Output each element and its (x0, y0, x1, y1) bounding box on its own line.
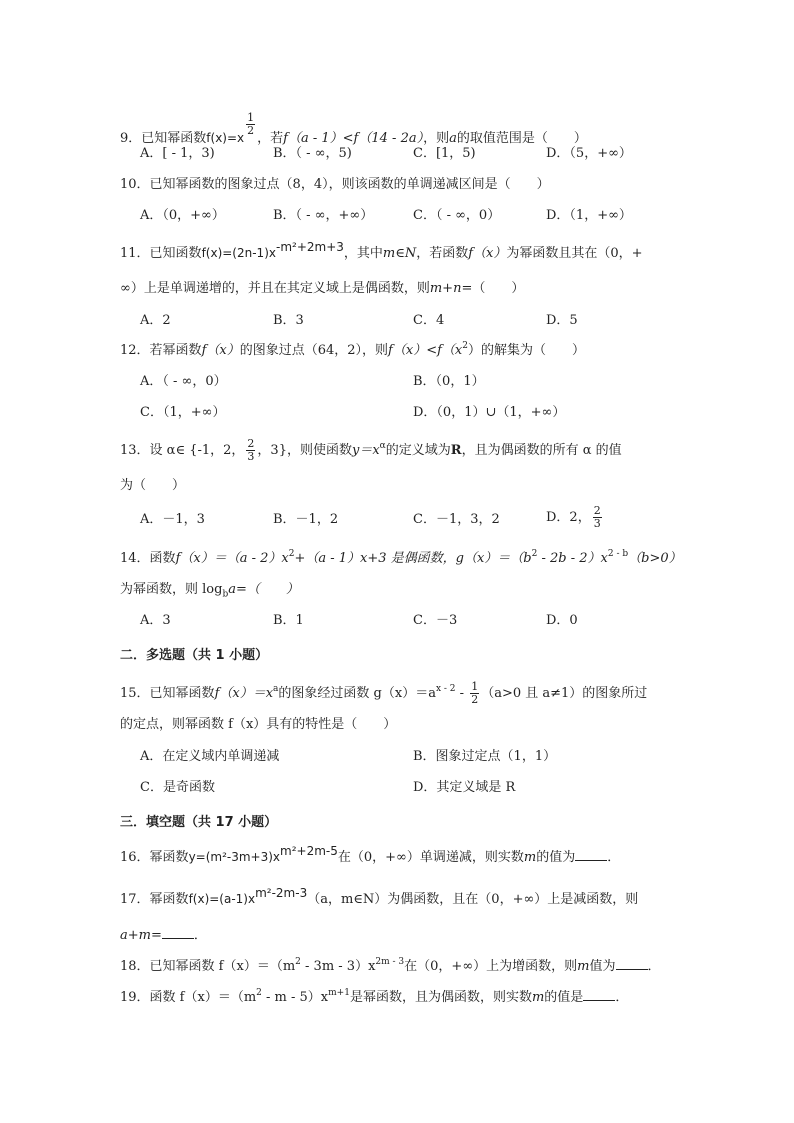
option-d-label: D．2， (546, 510, 591, 525)
question-text: 的图象经过函数 g（x）＝a (278, 686, 436, 701)
question-text: 值为 (589, 959, 616, 974)
formula: f(x)=(2n-1)x (201, 246, 276, 260)
question-18 (120, 957, 661, 976)
inequality: f（a - 1）<f（14 - 2a） (283, 131, 424, 146)
exponent: -m²+2m+3 (275, 240, 344, 254)
answer-blank[interactable] (575, 848, 607, 861)
section-heading: 三．填空题（共 17 小题） (120, 815, 278, 830)
question-number: 18． (120, 959, 150, 974)
exponent: m²+2m-5 (280, 844, 338, 858)
denominator: 3 (247, 450, 255, 463)
question-text: a=（ ） (228, 582, 299, 597)
option-b: B．－1，2 (273, 512, 339, 527)
denominator: 2 (247, 124, 255, 137)
function: f（x） (201, 343, 240, 358)
formula: y＝x (351, 443, 380, 458)
question-text: 幂函数 (149, 850, 189, 865)
exponent: 2 (295, 957, 301, 967)
option-c: C．（ - ∞，0） (413, 208, 501, 223)
answer-blank[interactable] (162, 926, 194, 939)
formula: f（x）＝x (214, 686, 274, 701)
question-text: - (455, 686, 469, 701)
option-b: B．（0，1） (413, 374, 485, 389)
formula: f(x)=(a-1)x (188, 892, 256, 906)
variable: m (577, 959, 590, 974)
answer-blank[interactable] (583, 988, 615, 1001)
formula: f(x)=x (206, 131, 245, 145)
question-11-line2 (120, 280, 524, 298)
option-c: C．（1，+∞） (140, 405, 226, 420)
question-text: 已知函数 (149, 246, 202, 261)
question-11 (120, 240, 643, 263)
question-number: 9． (120, 131, 142, 146)
variable: a (449, 131, 457, 146)
option-d: D．（0，1）∪（1，+∞） (413, 405, 566, 420)
question-16 (120, 844, 621, 867)
question-17-line2 (120, 926, 207, 945)
numerator: 1 (247, 111, 255, 124)
exponent: a (273, 684, 279, 694)
question-text: 已知幂函数 (141, 131, 207, 146)
question-number: 16． (120, 850, 150, 865)
denominator: 2 (471, 693, 479, 706)
option-a: A．3 (140, 613, 171, 628)
variable: m (523, 850, 537, 865)
question-17 (120, 886, 639, 909)
option-c: C．是奇函数 (140, 780, 215, 795)
question-13 (120, 438, 622, 463)
question-text: ）的解集为（ ） (467, 343, 585, 358)
formula: y=(m²-3m+3)x (188, 850, 281, 864)
question-number: 14． (120, 551, 150, 566)
question-number: 11． (120, 246, 150, 261)
option-d: D．0 (546, 613, 578, 628)
variable: m (531, 990, 545, 1005)
subscript: b (222, 589, 229, 600)
option-a: A．[ - 1，3) (140, 146, 215, 161)
option-d (546, 505, 604, 530)
question-12 (120, 342, 585, 360)
option-b: B．（ - ∞，+∞） (273, 208, 374, 223)
question-14-line2 (120, 581, 299, 604)
question-text: - 3m - 3）x (300, 959, 376, 974)
question-text: ∞）上是单调递增的，并且在其定义域上是偶函数，则 (120, 281, 430, 296)
option-b: B．图象过定点（1，1） (413, 749, 557, 764)
section-heading: 二．多选题（共 1 小题） (120, 648, 269, 663)
question-text: 的定义域为 (385, 443, 451, 458)
question-text: 幂函数 (149, 892, 189, 907)
exponent-fraction (246, 112, 255, 137)
option-a: A．－1，3 (140, 512, 205, 527)
formula: - 2b - 2）x (537, 551, 608, 566)
numerator: 2 (593, 504, 601, 517)
option-c: C．－1，3，2 (413, 512, 500, 527)
question-text: （a>0 且 a≠1）的图象所过 (481, 686, 648, 701)
question-text: - m - 5）x (261, 990, 329, 1005)
question-text: 的取值范围是（ ） (456, 131, 587, 146)
option-b: B．1 (273, 613, 304, 628)
question-text: ． (647, 959, 661, 974)
question-15 (120, 681, 647, 706)
exponent: 2 (288, 549, 295, 559)
option-d: D．（5，+∞） (546, 146, 632, 161)
exponent: 2m - 3 (375, 957, 405, 967)
option-a: A．（0，+∞） (140, 208, 225, 223)
question-number: 19． (120, 990, 150, 1005)
question-number: 12． (120, 343, 150, 358)
option-a: A．2 (140, 313, 171, 328)
exponent: α (379, 441, 386, 451)
condition: m∈N (382, 246, 417, 261)
question-9 (120, 112, 587, 148)
formula: f（x）＝（a - 2）x (175, 551, 289, 566)
fraction (470, 681, 479, 706)
question-text: 是幂函数，且为偶函数，则实数 (349, 990, 532, 1005)
question-number: 15． (120, 686, 150, 701)
function: f（x） (468, 246, 507, 261)
exponent: 2 (531, 549, 538, 559)
option-b: B．（ - ∞，5) (273, 146, 352, 161)
question-text: ，若 (257, 131, 284, 146)
expression: m+n (429, 281, 462, 296)
inequality: f（x）<f（x (388, 343, 463, 358)
option-c: C．[1，5) (413, 146, 476, 161)
question-13-line2: 为（ ） (120, 478, 186, 493)
option-c: C．－3 (413, 613, 458, 628)
question-10: 10．已知幂函数的图象过点（8，4），则该函数的单调递减区间是（ ） (120, 177, 550, 192)
numerator: 1 (471, 680, 479, 693)
question-text: ． (615, 990, 629, 1005)
expression: a+m= (120, 928, 162, 943)
question-text: （a，m∈N）为偶函数，且在（0，+∞）上是减函数，则 (307, 892, 639, 907)
exponent: x - 2 (435, 684, 456, 694)
option-a: A．（ - ∞，0） (140, 374, 227, 389)
question-19 (120, 988, 628, 1007)
question-text: 函数 f（x）＝（m (149, 990, 257, 1005)
question-14 (120, 550, 682, 568)
question-number: 13． (120, 443, 150, 458)
formula: +（a - 1）x+3 是偶函数，g（x）＝（b (294, 551, 532, 566)
fraction (246, 438, 255, 463)
option-d: D．5 (546, 313, 578, 328)
exponent: 2 (462, 341, 468, 351)
option-d: D．其定义域是 R (413, 780, 516, 795)
denominator: 3 (593, 517, 601, 530)
question-text: ，且为偶函数的所有 α 的值 (461, 443, 622, 458)
question-text: 设 α∈ {-1，2， (149, 443, 245, 458)
question-15-line2: 的定点，则幂函数 f（x）具有的特性是（ ） (120, 717, 397, 732)
question-text: 的图象过点（64，2），则 (239, 343, 389, 358)
question-text: 若幂函数 (149, 343, 202, 358)
condition: （b>0） (628, 551, 682, 566)
question-text: 已知幂函数 (149, 686, 215, 701)
option-c: C．4 (413, 313, 445, 328)
exponent: m+1 (328, 988, 350, 998)
question-text: 的值为 (536, 850, 576, 865)
option-a: A．在定义域内单调递减 (140, 749, 280, 764)
question-text: ，其中 (343, 246, 383, 261)
option-b: B．3 (273, 313, 304, 328)
question-text: 的值是 (544, 990, 584, 1005)
question-text: =（ ） (461, 281, 525, 296)
real-set: R (450, 443, 462, 458)
answer-blank[interactable] (616, 957, 648, 970)
exponent: m²-2m-3 (255, 886, 308, 900)
question-text: ，3}，则使函数 (257, 443, 352, 458)
question-text: 函数 (149, 551, 176, 566)
exponent: 2 (256, 988, 262, 998)
question-text: 在（0，+∞）上为增函数，则 (404, 959, 578, 974)
question-text: 为幂函数，则 log (120, 582, 223, 597)
question-number: 17． (120, 892, 150, 907)
question-text: 已知幂函数 f（x）＝（m (149, 959, 296, 974)
option-d: D．（1，+∞） (546, 208, 632, 223)
exponent: 2 - b (607, 549, 629, 559)
question-text: 为幂函数且其在（0，+ (506, 246, 643, 261)
fraction (593, 505, 602, 530)
question-text: ，若函数 (416, 246, 469, 261)
question-text: ． (607, 850, 621, 865)
question-text: ． (193, 928, 207, 943)
question-text: 在（0，+∞）单调递减，则实数 (337, 850, 524, 865)
numerator: 2 (247, 437, 255, 450)
question-text: ，则 (423, 131, 450, 146)
